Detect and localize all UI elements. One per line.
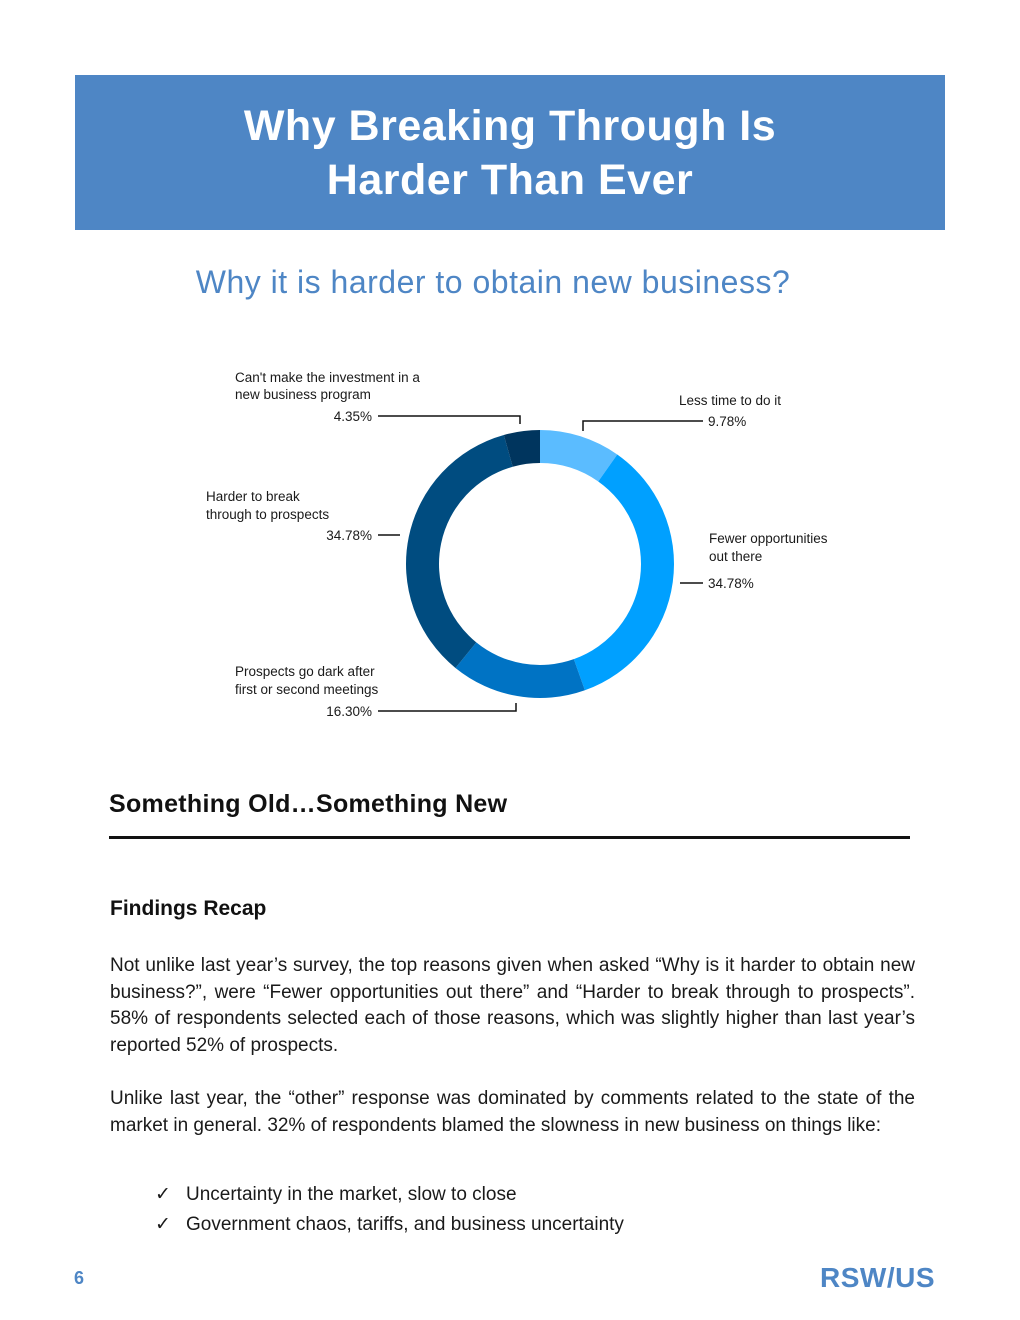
checkmark-icon: ✓ — [155, 1184, 171, 1205]
bullet-text: Uncertainty in the market, slow to close — [186, 1184, 517, 1205]
slice-label-prospects-dark-2: first or second meetings — [235, 682, 379, 697]
slice-label-cant-invest-2: new business program — [235, 387, 371, 402]
section-heading: Something Old…Something New — [109, 790, 508, 818]
findings-paragraph-2: Unlike last year, the “other” response was dominated by comments related to the state of the market in general. 32% of respondents blamed the slowness in new business on things like: — [110, 1088, 915, 1136]
page-number: 6 — [74, 1268, 85, 1288]
findings-bullet-list — [155, 1180, 624, 1240]
leader-line-less-time — [583, 421, 703, 431]
chart-subtitle: Why it is harder to obtain new business? — [195, 264, 791, 300]
findings-recap-heading: Findings Recap — [110, 897, 267, 920]
slice-label-fewer-opportunities-2: out there — [709, 549, 763, 564]
bullet-text: Government chaos, tariffs, and business uncertainty — [186, 1214, 624, 1235]
slice-harder-to-break — [406, 435, 513, 668]
list-item — [155, 1210, 624, 1240]
slice-value-fewer-opportunities: 34.78% — [708, 576, 754, 591]
slice-label-less-time: Less time to do it — [679, 393, 782, 408]
title-banner — [75, 75, 945, 230]
slice-fewer-opportunities — [574, 455, 674, 691]
slice-label-fewer-opportunities-1: Fewer opportunities — [709, 531, 828, 546]
leader-line-cant-invest — [378, 416, 520, 424]
slice-label-cant-invest-1: Can't make the investment in a — [235, 370, 420, 385]
slice-label-prospects-dark-1: Prospects go dark after — [235, 664, 375, 679]
findings-paragraph-1: Not unlike last year’s survey, the top reasons given when asked “Why is it harder to obtain new business?”, were “Fewer opportunities out there” and “Harder to break through to prospects”. 58% of respondents selected each of those reasons, which was slightly higher than last year’s reported 52% of prospects. — [110, 955, 915, 1056]
page-title-line-1: Why Breaking Through Is — [243, 101, 777, 150]
donut-chart — [200, 345, 890, 735]
checkmark-icon: ✓ — [155, 1214, 171, 1235]
slice-prospects-dark — [455, 642, 584, 698]
slice-label-harder-to-break-1: Harder to break — [206, 489, 300, 504]
rsw-us-logo: RSW/US — [820, 1262, 935, 1293]
slice-label-harder-to-break-2: through to prospects — [206, 507, 330, 522]
chart-slices — [406, 430, 674, 698]
section-divider — [109, 836, 910, 839]
slice-value-less-time: 9.78% — [708, 414, 747, 429]
list-item — [155, 1180, 624, 1210]
slice-value-prospects-dark: 16.30% — [326, 704, 372, 719]
slice-value-harder-to-break: 34.78% — [326, 528, 372, 543]
leader-line-prospects-dark — [378, 703, 516, 711]
page-title-line-2: Harder Than Ever — [326, 155, 694, 204]
slice-value-cant-invest: 4.35% — [333, 409, 372, 424]
